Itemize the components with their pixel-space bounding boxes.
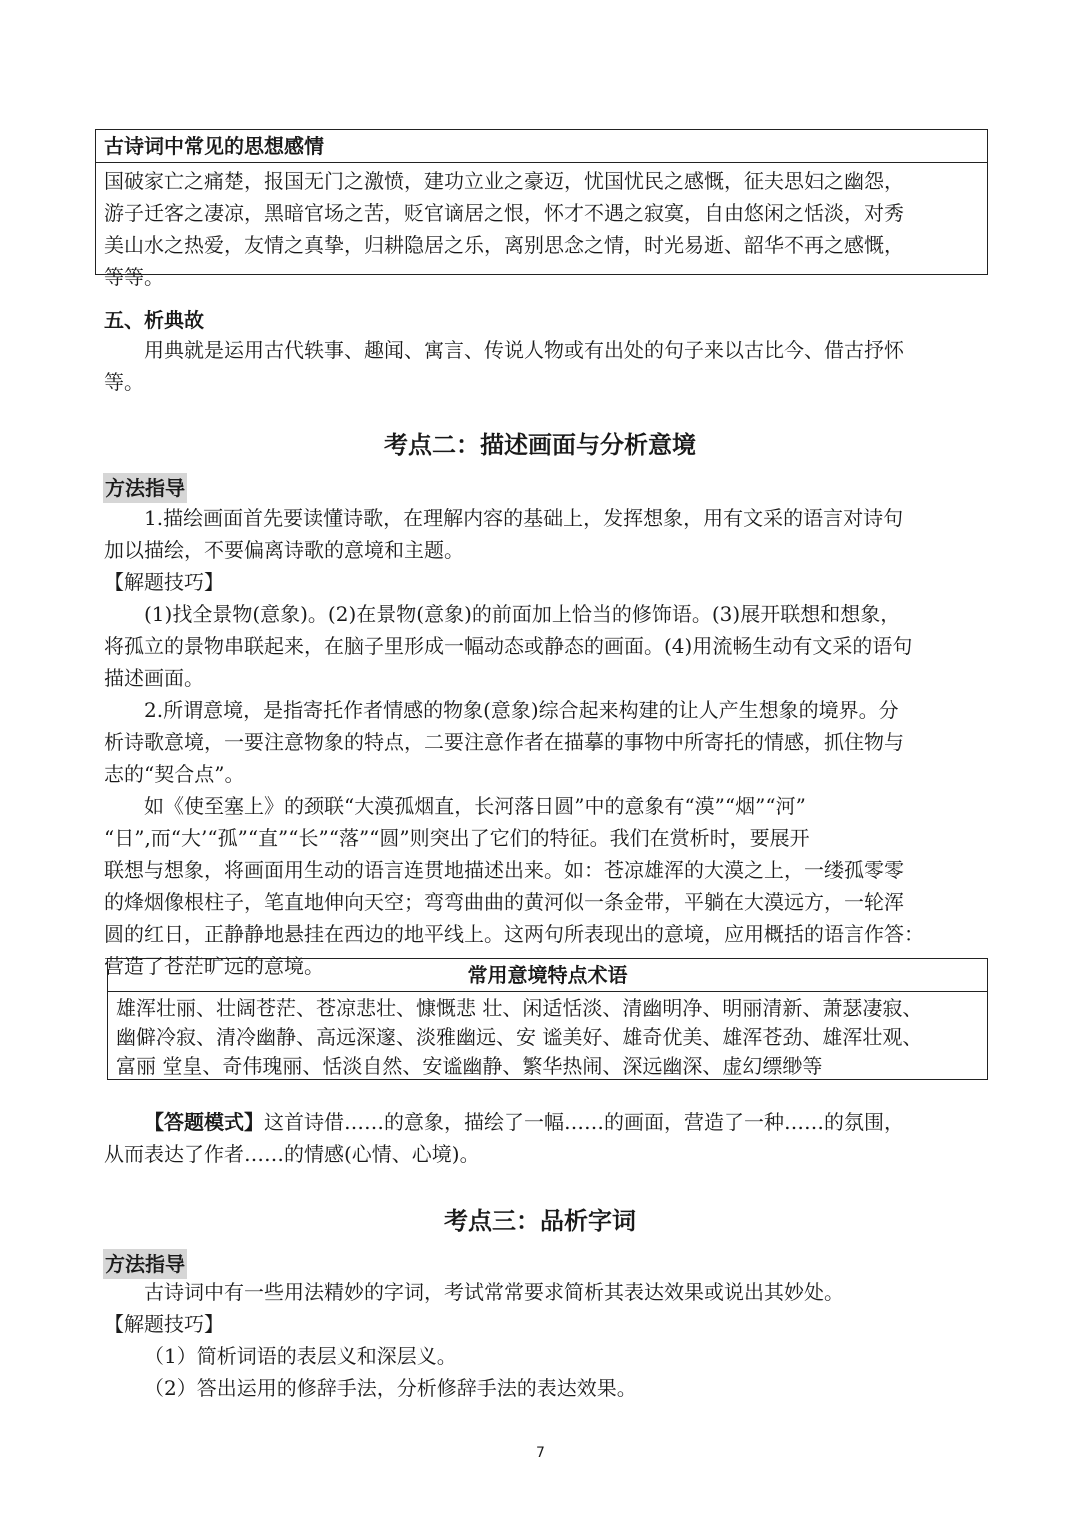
text-line: 富丽 堂皇、奇伟瑰丽、恬淡自然、安谧幽静、繁华热闹、深远幽深、虚幻缥缈等 xyxy=(116,1054,823,1078)
text-line: 描述画面。 xyxy=(104,666,204,690)
emotions-box-body xyxy=(96,163,987,295)
text-line: 等等。 xyxy=(104,265,164,289)
text-line: 美山水之热爱，友情之真挚，归耕隐居之乐，离别思念之情，时光易逝、韶华不再之感慨， xyxy=(104,233,904,257)
text-line: 游子迁客之凄凉，黑暗官场之苦，贬官谪居之恨，怀才不遇之寂寞，自由悠闲之恬淡，对秀 xyxy=(104,201,904,225)
emotions-box xyxy=(95,129,988,289)
kaodian-two-title: 考点二：描述画面与分析意境 xyxy=(384,430,696,459)
kaodian-three-body xyxy=(104,1276,984,1404)
text-line: 的烽烟像根柱子，笔直地伸向天空；弯弯曲曲的黄河似一条金带，平躺在大漠远方，一轮浑 xyxy=(104,890,904,914)
text-line: 圆的红日，正静静地悬挂在西边的地平线上。这两句所表现出的意境，应用概括的语言作答： xyxy=(104,922,924,946)
text-line: 用典就是运用古代轶事、趣闻、寓言、传说人物或有出处的句子来以古比今、借古抒怀 xyxy=(144,338,904,362)
text-line: 2.所谓意境，是指寄托作者情感的物象(意象)综合起来构建的让人产生想象的境界。分 xyxy=(144,698,899,722)
text-line: 等。 xyxy=(104,370,144,394)
kaodian-two-body xyxy=(104,502,984,982)
page-number: 7 xyxy=(536,1445,545,1461)
method-guide-label-wrap xyxy=(103,473,187,503)
section-five-heading: 五、析典故 xyxy=(104,308,204,332)
section-five-body xyxy=(104,334,984,398)
answer-mode-line xyxy=(104,1106,984,1138)
text-line: (1)找全景物(意象)。(2)在景物(意象)的前面加上恰当的修饰语。(3)展开联想和想象， xyxy=(144,602,901,626)
text-line: 古诗词中有一些用法精妙的字词，考试常常要求简析其表达效果或说出其妙处。 xyxy=(144,1280,844,1304)
text-line: 析诗歌意境，一要注意物象的特点，二要注意作者在描摹的事物中所寄托的情感，抓住物与 xyxy=(104,730,904,754)
text-line: 如《使至塞上》的颈联“大漠孤烟直，长河落日圆”中的意象有“漠”“烟”“河” xyxy=(144,794,806,818)
text-line: 国破家亡之痛楚，报国无门之激愤，建功立业之豪迈，忧国忧民之感慨，征夫思妇之幽怨， xyxy=(104,169,904,193)
text-line: 联想与想象，将画面用生动的语言连贯地描述出来。如：苍凉雄浑的大漠之上，一缕孤零零 xyxy=(104,858,904,882)
method-guide-label-wrap-2 xyxy=(103,1249,187,1279)
answer-mode xyxy=(104,1106,984,1170)
text-line: 幽僻冷寂、清冷幽静、高远深邃、淡雅幽远、安 谧美好、雄奇优美、雄浑苍劲、雄浑壮观、 xyxy=(116,1025,923,1049)
text-line: （2）答出运用的修辞手法，分析修辞手法的表达效果。 xyxy=(144,1376,637,1400)
text-line: 加以描绘，不要偏离诗歌的意境和主题。 xyxy=(104,538,464,562)
text-line: “日”,而“大’“孤”“直”“长”“落”“圆”则突出了它们的特征。我们在赏析时，要展开 xyxy=(104,826,810,850)
terms-box-heading: 常用意境特点术语 xyxy=(108,959,987,992)
emotions-box-heading: 古诗词中常见的思想感情 xyxy=(96,130,987,163)
text-line: 从而表达了作者……的情感(心情、心境)。 xyxy=(104,1142,480,1166)
text-line: 1.描绘画面首先要读懂诗歌，在理解内容的基础上，发挥想象，用有文采的语言对诗句 xyxy=(144,506,904,530)
terms-box-body xyxy=(108,992,987,1083)
answer-mode-label: 【答题模式】 xyxy=(144,1110,264,1134)
text-line: 雄浑壮丽、壮阔苍茫、苍凉悲壮、慷慨悲 壮、闲适恬淡、清幽明净、明丽清新、萧瑟凄寂、 xyxy=(116,996,923,1020)
text-line: （1）简析词语的表层义和深层义。 xyxy=(144,1344,457,1368)
method-guide-label: 方法指导 xyxy=(103,1249,187,1279)
terms-box xyxy=(107,958,988,1080)
tips-label: 【解题技巧】 xyxy=(104,570,224,594)
kaodian-three-title: 考点三：品析字词 xyxy=(444,1206,636,1235)
tips-label: 【解题技巧】 xyxy=(104,1312,224,1336)
method-guide-label: 方法指导 xyxy=(103,473,187,503)
text-line: 营造了苍茫旷远的意境。 xyxy=(104,954,324,978)
answer-mode-text: 这首诗借……的意象，描绘了一幅……的画面，营造了一种……的氛围， xyxy=(264,1110,904,1134)
text-line: 志的“契合点”。 xyxy=(104,762,245,786)
text-line: 将孤立的景物串联起来，在脑子里形成一幅动态或静态的画面。(4)用流畅生动有文采的语句 xyxy=(104,634,913,658)
